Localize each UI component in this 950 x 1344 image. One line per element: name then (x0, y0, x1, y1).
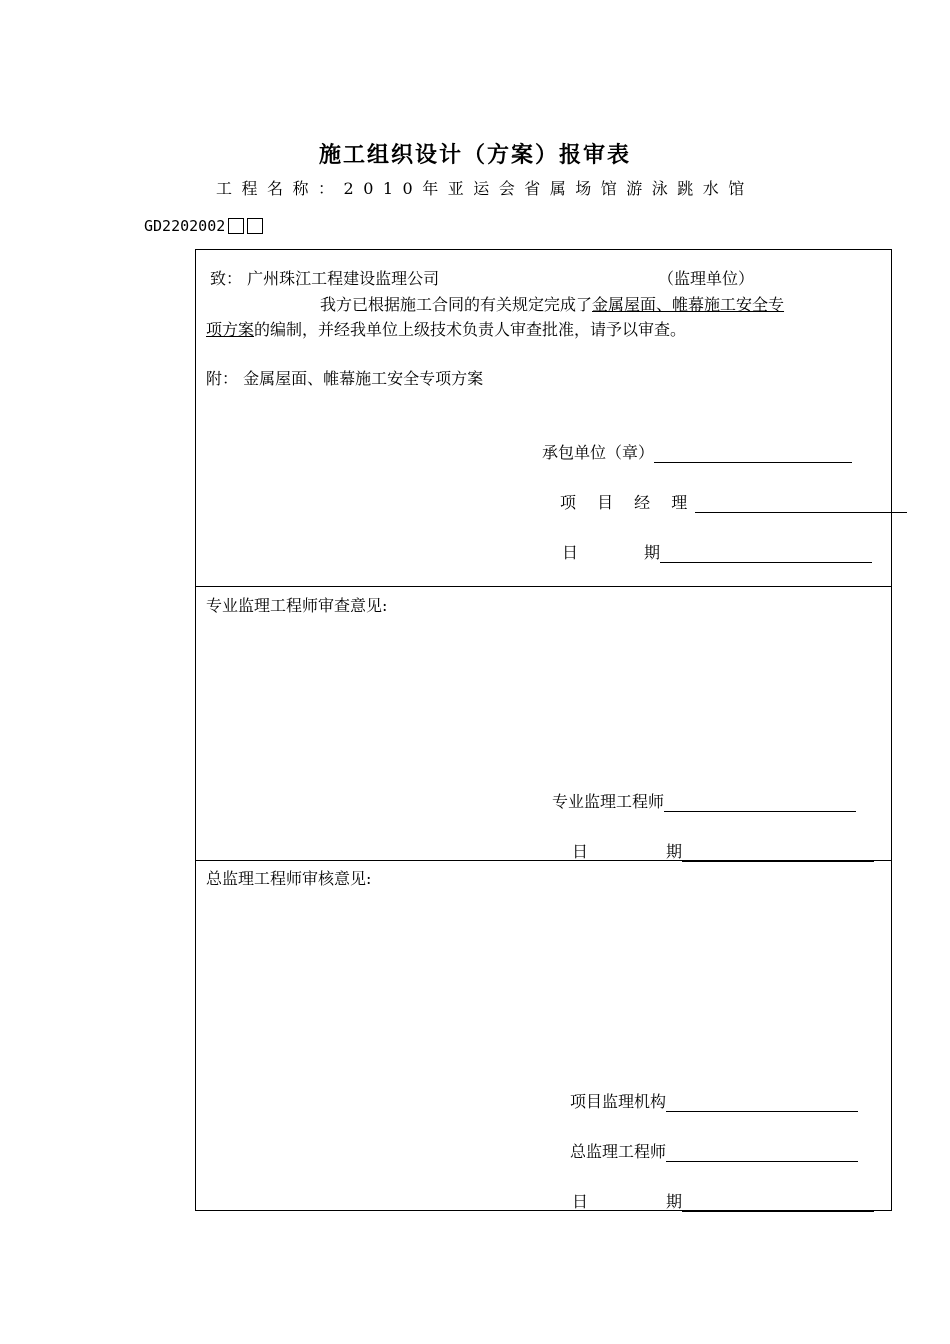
date-label-2-char2: 期 (666, 842, 683, 861)
review-form (195, 249, 892, 1211)
date-field-2[interactable] (682, 845, 874, 862)
body-suffix: 的编制，并经我单位上级技术负责人审查批准，请予以审查。 (254, 320, 687, 339)
engineer-review-heading: 专业监理工程师审查意见: (206, 596, 388, 615)
engineer-field[interactable] (664, 795, 856, 812)
chief-review-heading: 总监理工程师审核意见: (206, 869, 372, 888)
date-label-char2: 期 (644, 543, 661, 562)
section-engineer-review (196, 587, 891, 861)
attach-item: 金属屋面、帷幕施工安全专项方案 (243, 369, 484, 388)
body-line-2 (206, 317, 686, 340)
attach-label: 附： (206, 369, 239, 388)
org-field[interactable] (666, 1095, 858, 1112)
form-code (144, 217, 263, 235)
manager-signature (560, 490, 907, 513)
engineer-review-area[interactable] (206, 615, 876, 775)
section-submission (196, 250, 891, 587)
date-field-3[interactable] (682, 1195, 874, 1212)
manager-label: 项 目 经 理 (560, 493, 696, 512)
chief-signature (570, 1139, 858, 1162)
to-company: 广州珠江工程建设监理公司 (247, 269, 440, 288)
form-code-text: GD2202002 (144, 217, 226, 235)
date-field-1[interactable] (660, 546, 872, 563)
chief-field[interactable] (666, 1145, 858, 1162)
date-signature-2 (572, 839, 874, 862)
contractor-field[interactable] (654, 446, 852, 463)
date-label-2-char1: 日 (572, 842, 589, 861)
attachment-line (206, 366, 483, 389)
date-label-3-char1: 日 (572, 1192, 589, 1211)
date-label-3-char2: 期 (666, 1192, 683, 1211)
to-label: 致： (210, 269, 243, 288)
code-checkbox-2[interactable] (247, 218, 263, 234)
project-line (216, 176, 754, 199)
project-label: 工程名称： (216, 179, 344, 198)
contractor-label: 承包单位（章） (542, 443, 655, 462)
org-signature (570, 1089, 858, 1112)
body-prefix: 我方已根据施工合同的有关规定完成了 (320, 295, 593, 314)
date-label-char1: 日 (562, 543, 579, 562)
engineer-signature (552, 789, 856, 812)
date-signature-1 (562, 540, 872, 563)
project-name: 2010年亚运会省属场馆游泳跳水馆 (343, 179, 754, 198)
document-title: 施工组织设计（方案）报审表 (318, 142, 631, 168)
to-role: （监理单位） (658, 269, 755, 288)
contractor-signature (542, 440, 852, 463)
engineer-label: 专业监理工程师 (552, 792, 665, 811)
manager-field[interactable] (695, 496, 907, 513)
body-line-1 (320, 292, 784, 315)
to-line (210, 266, 439, 289)
code-checkbox-1[interactable] (228, 218, 244, 234)
org-label: 项目监理机构 (570, 1092, 667, 1111)
scheme-name-part2: 项方案 (206, 320, 255, 339)
section-chief-review (196, 861, 891, 1210)
chief-label: 总监理工程师 (570, 1142, 667, 1161)
scheme-name-part1: 金属屋面、帷幕施工安全专 (592, 295, 785, 314)
chief-review-area[interactable] (206, 889, 876, 1079)
date-signature-3 (572, 1189, 874, 1212)
